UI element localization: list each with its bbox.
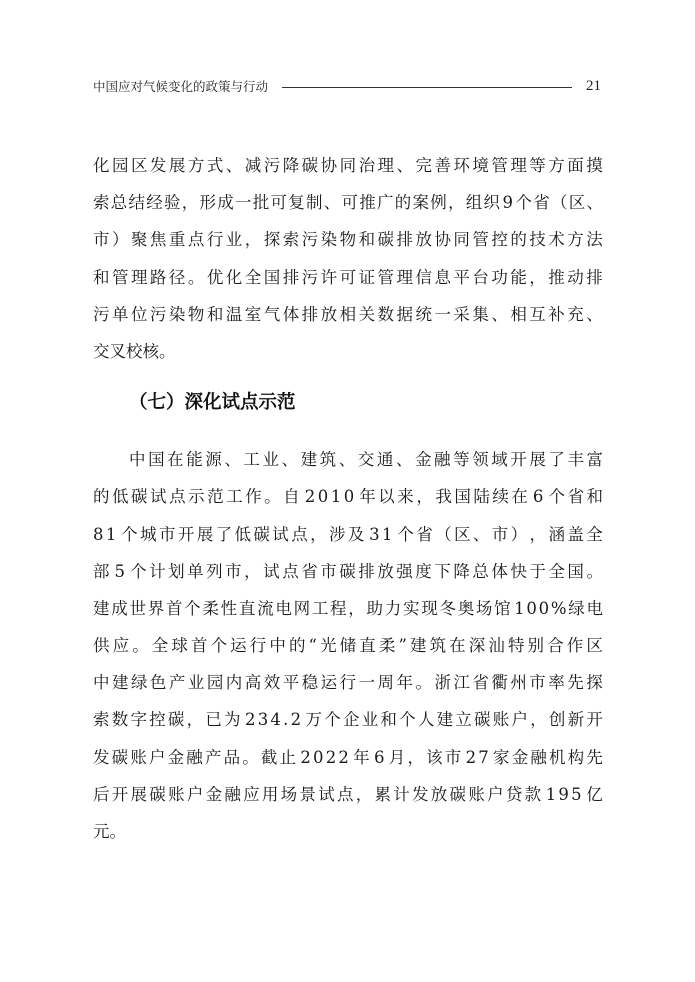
running-title: 中国应对气候变化的政策与行动	[93, 79, 269, 94]
paragraph-line: 供 应 。 全 球 首 个 运 行 中 的 “ 光 储 直 柔 ” 建 筑 在 深 汕 特 别 合 作 区	[93, 636, 603, 656]
paragraph-line: 污 单 位 污 染 物 和 温 室 气 体 排 放 相 关 数 据 统 一 采 集 、 相 互 补 充 、	[93, 304, 603, 324]
paragraph-line: 中 国 在 能 源 、 工 业 、 建 筑 、 交 通 、 金 融 等 领 域 开 展 了 丰 富	[129, 450, 603, 470]
paragraph-line: 交叉校核。	[93, 341, 176, 361]
paragraph-line: 后 开 展 碳 账 户 金 融 应 用 场 景 试 点 ， 累 计 发 放 碳 账 户 贷 款 1 9 5 亿	[93, 784, 603, 804]
paragraph-line: 的 低 碳 试 点 示 范 工 作 。 自 2 0 1 0 年 以 来 ， 我 国 陆 续 在 6 个 省 和	[93, 487, 603, 507]
paragraph-line: 化 园 区 发 展 方 式 、 减 污 降 碳 协 同 治 理 、 完 善 环 境 管 理 等 方 面 摸	[93, 156, 603, 175]
paragraph-line: 索 数 字 控 碳 ， 已 为 2 3 4 . 2 万 个 企 业 和 个 人 建 立 碳 账 户 ， 创 新 开	[93, 710, 603, 730]
paragraph-2	[93, 441, 603, 850]
paragraph-line: 索 总 结 经 验 ， 形 成 一 批 可 复 制 、 可 推 广 的 案 例 ， 组 织 9 个 省 （ 区 、	[93, 193, 603, 213]
paragraph-line: 8 1 个 城 市 开 展 了 低 碳 试 点 ， 涉 及 3 1 个 省 （ 区 、 市 ） ， 涵 盖 全	[93, 524, 603, 544]
running-header	[93, 76, 601, 96]
paragraph-line: 和 管 理 路 径 。 优 化 全 国 排 污 许 可 证 管 理 信 息 平 台 功 能 ， 推 动 排	[93, 267, 603, 287]
body-text	[93, 147, 603, 850]
paragraph-line: 元。	[93, 822, 126, 841]
header-rule	[282, 87, 572, 88]
paragraph-line: 部 5 个 计 划 单 列 市 ， 试 点 省 市 碳 排 放 强 度 下 降 总 体 快 于 全 国 。	[93, 561, 603, 581]
paragraph-line: 市 ） 聚 焦 重 点 行 业 ， 探 索 污 染 物 和 碳 排 放 协 同 管 控 的 技 术 方 法	[93, 230, 603, 250]
paragraph-1	[93, 147, 603, 370]
paragraph-line: 建 成 世 界 首 个 柔 性 直 流 电 网 工 程 ， 助 力 实 现 冬 奥 场 馆 1 0 0 % 绿 电	[93, 598, 603, 618]
section-heading: （七）深化试点示范	[129, 392, 296, 414]
paragraph-line: 发 碳 账 户 金 融 产 品 。 截 止 2 0 2 2 年 6 月 ， 该 市 2 7 家 金 融 机 构 先	[93, 747, 603, 767]
page-number: 21	[586, 77, 601, 94]
paragraph-line: 中 建 绿 色 产 业 园 内 高 效 平 稳 运 行 一 周 年 。 浙 江 省 衢 州 市 率 先 探	[93, 673, 603, 693]
